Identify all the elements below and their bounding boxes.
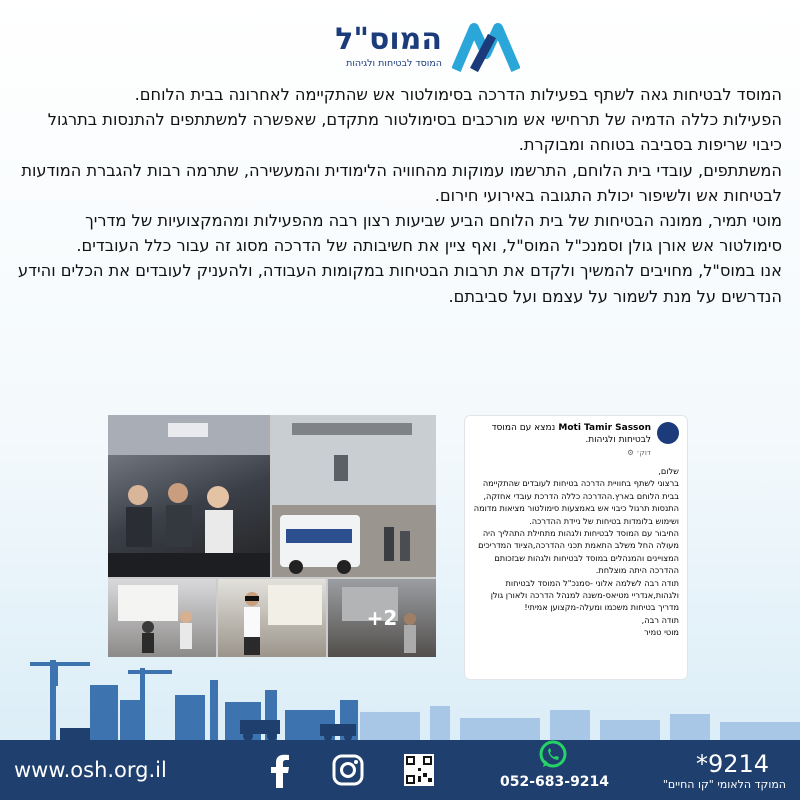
post-meta: דוק׳ [636, 448, 651, 457]
post-line: מוטי טמיר [644, 627, 679, 638]
article-body [18, 82, 782, 309]
post-line: החיבור עם המוסד לבטיחות ולגהות מתחילת התהליך היה מעולה החל משלב התאמת תכני ההדרכה,הציוד המדריכים המצויינים והמנהלים במוסד לבטיחות ולגהות שבזכותם ההדרכה היתה מוצלחת. [478, 528, 679, 576]
more-photos-overlay[interactable]: +2 [328, 579, 436, 657]
article-paragraph: המשתתפים, עובדי בית הלוחם, התרשמו עמוקות מהחוויה הלימודית והמעשירה, שתרמה רבות להגברת המודעות לבטיחות אש ולשיפור יכולת התגובה באירועי חירום. [21, 160, 782, 205]
photo-gallery [108, 415, 436, 657]
hotline-number-text: 9214 [708, 750, 770, 778]
whatsapp-number[interactable]: 052-683-9214 [500, 774, 610, 790]
post-line: ברצוני לשתף בחוויית הדרכה בטיחות לעובדים שהתקיימה בבית הלוחם בארץ.ההדרכה כללה הדרכת עובדי אחזקה, התנסות תרגול כיבוי אש באמצעות סימולטור מציאות מדומה ושימוש בלומדות בטיחות של ניידת ההדרכה. [473, 478, 679, 526]
post-author[interactable]: Moti Tamir Sasson [558, 423, 651, 433]
logo-title: המוס"ל [335, 22, 442, 57]
industrial-skyline-illustration [0, 640, 800, 740]
instagram-icon[interactable] [332, 754, 364, 786]
photo-training-van-illustration [272, 415, 436, 577]
article-paragraph: המוסד לבטיחות גאה לשתף בפעילות הדרכה בסימולטור אש שהתקיימה לאחרונה בבית הלוחם. [134, 85, 782, 104]
hotline-label: המוקד הלאומי "קו החיים" [662, 778, 786, 791]
footer-bar [0, 740, 800, 800]
article-paragraph: הפעילות כללה הדמיה של תרחישי אש מורכבים בסימולטור מתקדם, שאפשרה למשתתפים להתנסות בתרגול כיבוי שריפות בסביבה בטוחה ומבוקרת. [47, 110, 782, 155]
osh-logo-mark-icon [452, 20, 520, 76]
header [0, 10, 800, 80]
post-line: שלום, [658, 466, 679, 476]
article-paragraph: מוטי תמיר, ממונה הבטיחות של בית הלוחם הביע שביעות רצון רבה מהפעילות ומהמקצועיות של מדריך סימולטור אש אורן גולן וסמנכ"ל המוס"ל, ואף ציין את חשיבותה של הדרכה מסוג זה עבור כלל העובדים. [76, 211, 782, 256]
logo-subtitle: המוסד לבטיחות ולגיהות [346, 58, 442, 69]
hotline-number[interactable]: *9214 [696, 750, 770, 778]
post-line: תודה רבה לשלמה אלוני -סמנכ"ל המוסד לבטיחות ולגהות,אנדריי מטיאס-משנה למנהל הדרכה ולאורן גולן מדריך בטיחות משכמו ומעלה-מקצוען אמיתי! [490, 577, 679, 613]
whatsapp-icon[interactable] [538, 740, 568, 770]
avatar[interactable] [657, 422, 679, 444]
photo-simulator-participants-illustration [108, 415, 270, 577]
article-paragraph: אנו במוס"ל, מחויבים להמשיך ולקדם את תרבות הבטיחות במקומות העבודה, ולהעניק לעובדים את הכלים והידע הנדרשים על מנת לשמור על עצמם ועל סביבתם. [18, 261, 782, 306]
post-line: תודה רבה, [641, 614, 679, 625]
osh-logo[interactable] [300, 20, 520, 80]
facebook-icon[interactable] [266, 754, 292, 788]
website-link[interactable]: www.osh.org.il [14, 758, 167, 782]
post-body [473, 465, 679, 639]
photo-simulator-participants[interactable] [108, 415, 270, 577]
post-with-text: נמצא עם המוסד לבטיחות ולגיהות. [491, 423, 651, 445]
photo-training-van[interactable] [272, 415, 436, 577]
qr-code-icon[interactable] [404, 754, 434, 786]
globe-icon: ⚙ [627, 448, 635, 457]
